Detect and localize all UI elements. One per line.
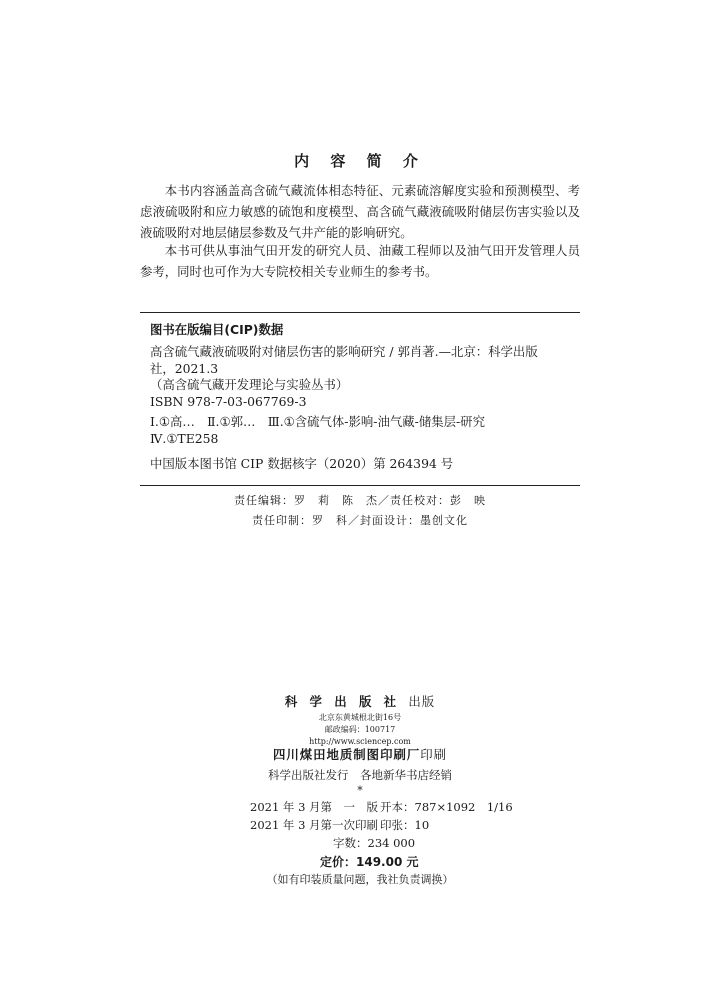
summary-paragraph-1: 本书内容涵盖高含硫气藏流体相态特征、元素硫溶解度实验和预测模型、考虑液硫吸附和应力敏感的硫饱和度模型、高含硫气藏液硫吸附储层伤害实验以及液硫吸附对地层储层参数及气井产能的影响研究。: [140, 183, 580, 240]
book-format: 开本：787×1092 1/16: [380, 800, 513, 814]
printer-name: 四川煤田地质制图印刷厂: [272, 747, 421, 762]
printed-sheets: 印张：10: [380, 818, 430, 832]
publisher-postcode: 邮政编码：100717: [324, 725, 396, 734]
publisher-suffix: 出版: [408, 694, 436, 709]
cip-isbn: ISBN 978-7-03-067769-3: [150, 394, 307, 409]
printer-line: [0, 745, 720, 763]
printing-date: 2021 年 3 月第一次印刷: [250, 818, 379, 832]
edition-date: 2021 年 3 月第 一 版: [250, 800, 379, 814]
cip-record-number: 中国版本图书馆 CIP 数据核字（2020）第 264394 号: [150, 456, 454, 471]
divider-bottom: [140, 485, 580, 486]
printing-row: [250, 817, 430, 833]
production-credits: 责任印制：罗 科／封面设计：墨创文化: [252, 514, 468, 527]
cip-classification-2: Ⅳ.①TE258: [150, 431, 219, 446]
publisher-website: http://www.sciencep.com: [309, 737, 411, 746]
summary-paragraph-2: 本书可供从事油气田开发的研究人员、油藏工程师以及油气田开发管理人员参考，同时也可作为大专院校相关专业师生的参考书。: [140, 243, 580, 279]
summary-title: 内 容 简 介: [294, 152, 426, 170]
publisher-line: [0, 692, 720, 710]
printer-suffix: 印刷: [420, 747, 448, 762]
edition-row: [250, 799, 513, 815]
cip-classification-1: Ⅰ.①高… Ⅱ.①郭… Ⅲ.①含硫气体-影响-油气藏-储集层-研究: [150, 414, 485, 429]
distribution-line: 科学出版社发行 各地新华书店经销: [268, 768, 452, 782]
editor-credits: 责任编辑：罗 莉 陈 杰／责任校对：彭 映: [234, 494, 486, 507]
divider-top: [140, 312, 580, 313]
cip-description: 高含硫气藏液硫吸附对储层伤害的影响研究 / 郭肖著.—北京：科学出版社，2021.3: [150, 344, 538, 376]
publisher-address: 北京东黄城根北街16号: [318, 713, 402, 722]
publisher-name: 科 学 出 版 社: [284, 694, 401, 709]
word-count: 字数：234 000: [333, 836, 416, 850]
separator-star: *: [357, 784, 363, 797]
cip-series: （高含硫气藏开发理论与实验丛书）: [150, 377, 349, 392]
cip-heading: 图书在版编目(CIP)数据: [150, 322, 284, 337]
quality-note: （如有印装质量问题，我社负责调换）: [266, 873, 454, 886]
price: 定价：149.00 元: [320, 855, 419, 869]
